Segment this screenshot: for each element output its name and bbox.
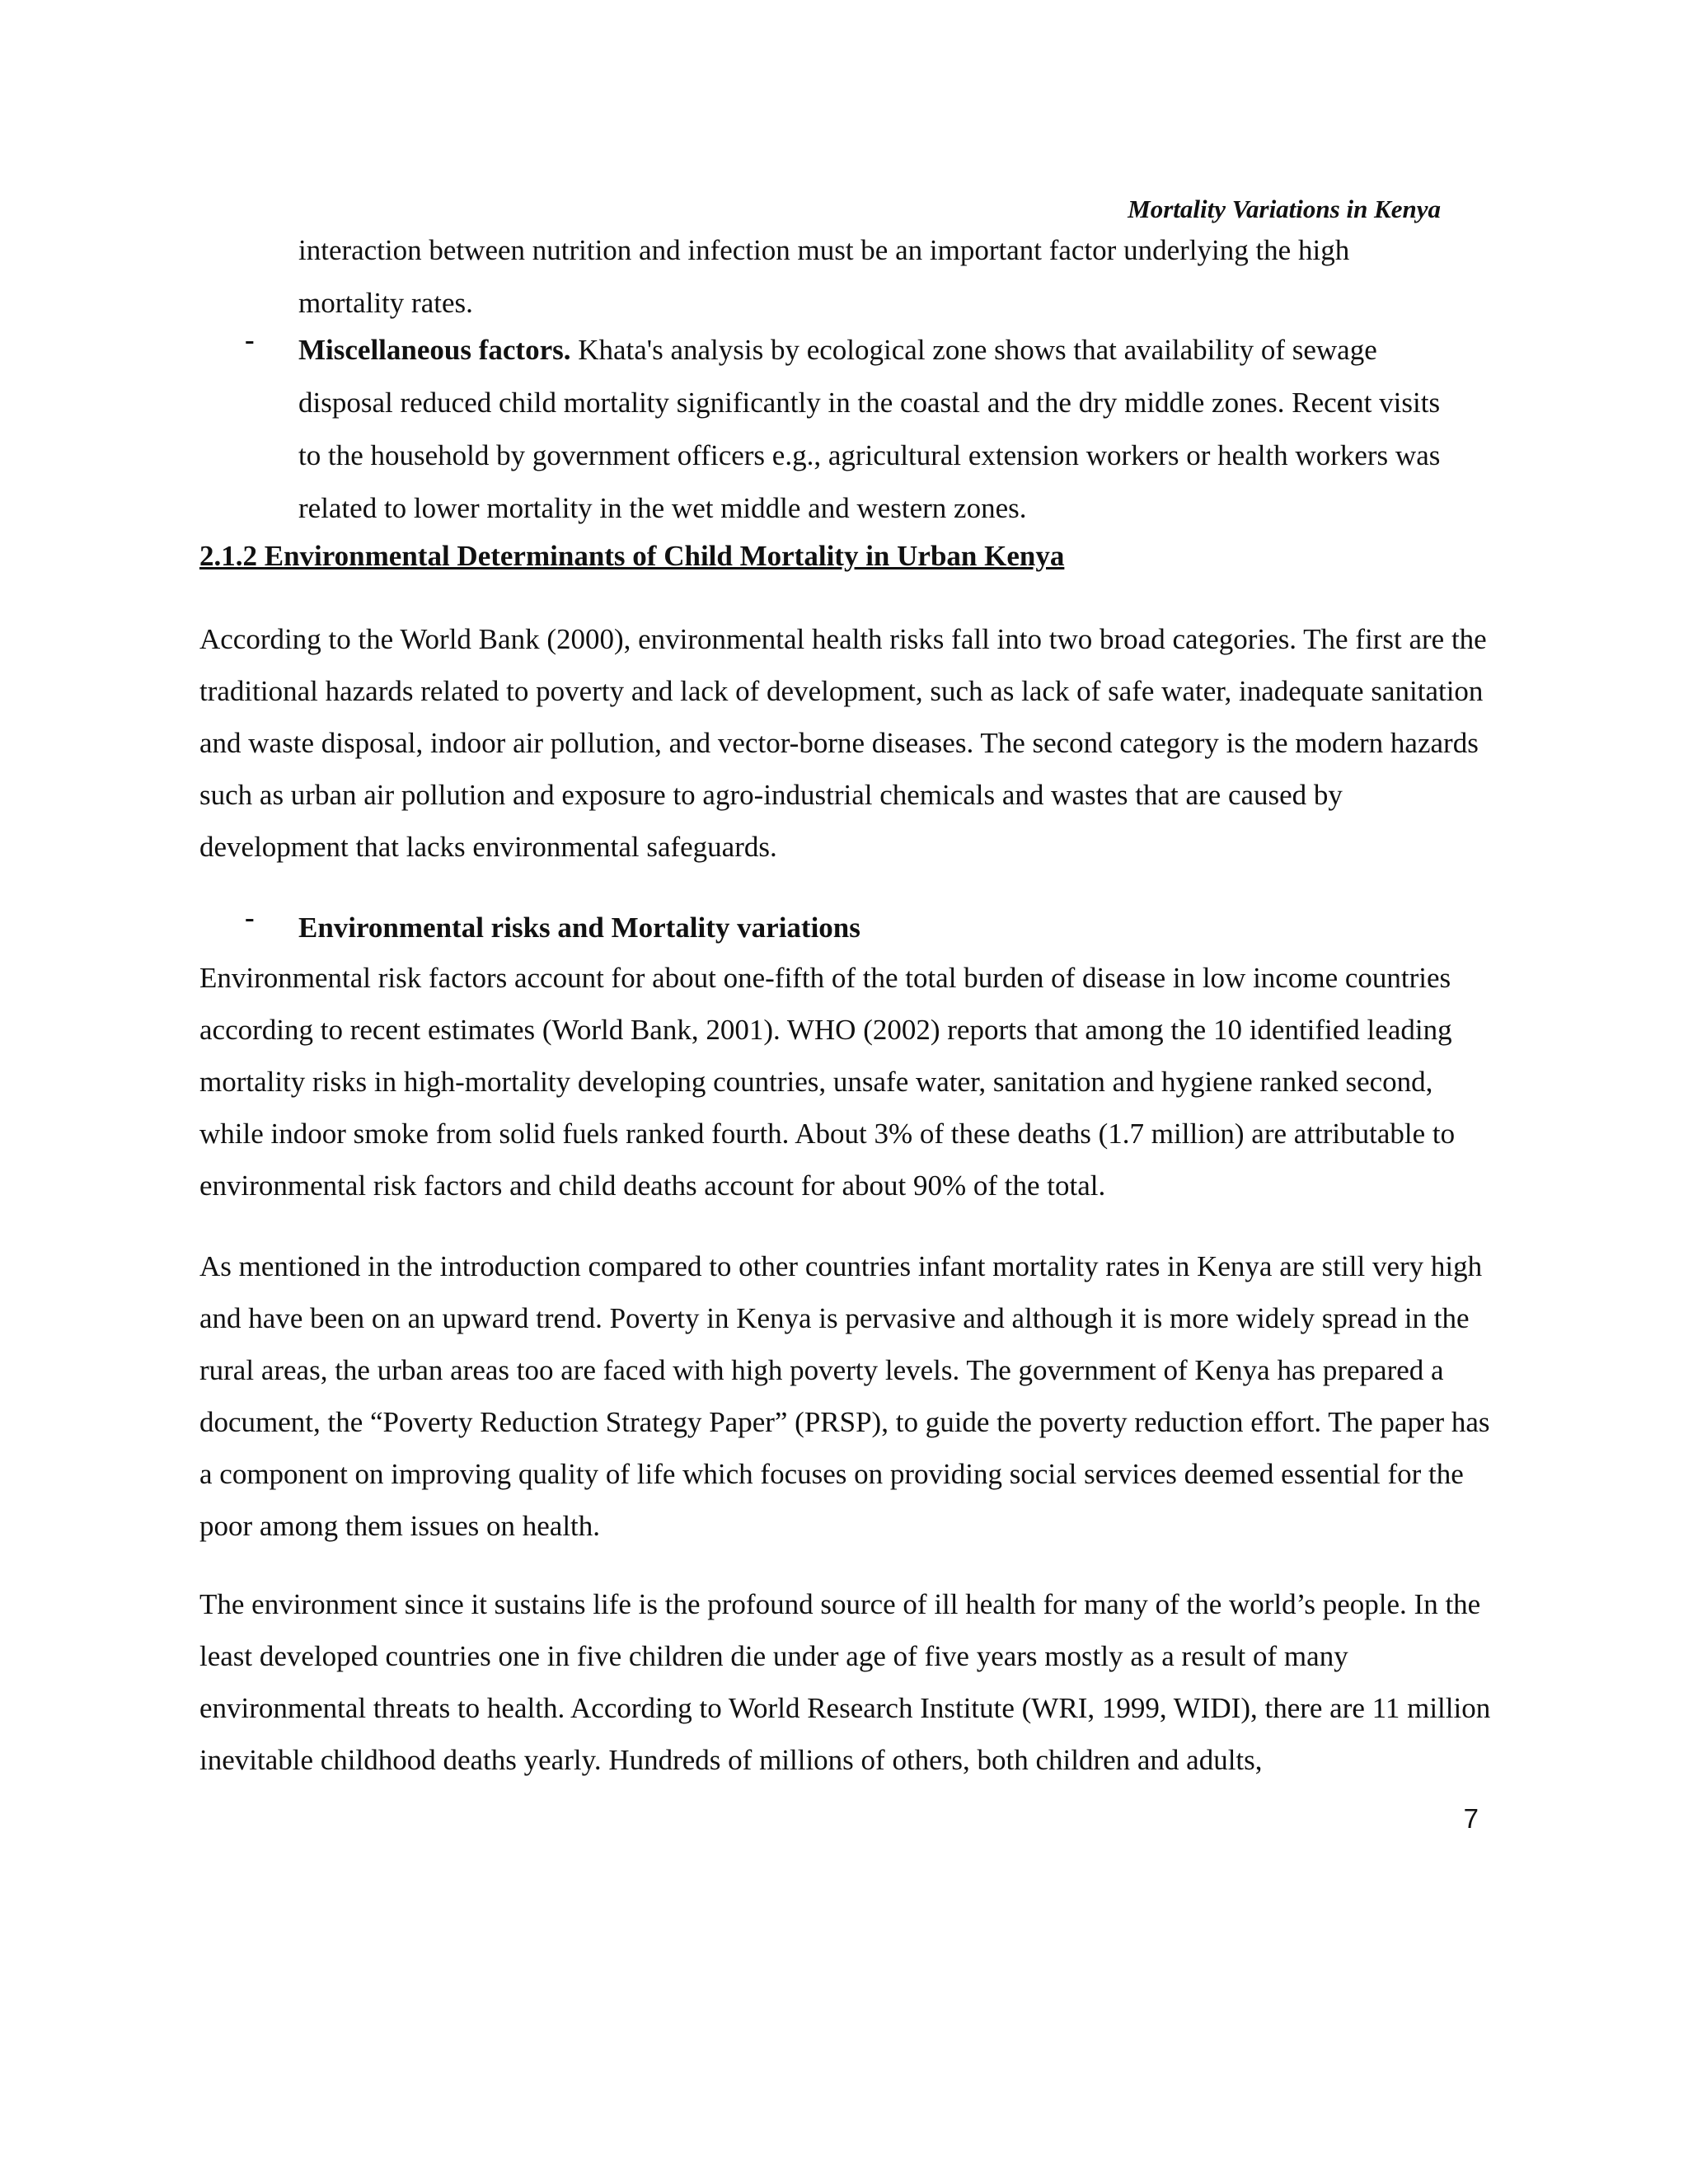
section-heading: 2.1.2 Environmental Determinants of Child Mortality in Urban Kenya <box>199 540 1065 572</box>
bullet-marker: - <box>245 324 255 356</box>
continued-bullet-text: interaction between nutrition and infection must be an important factor underlying the high mortality rates. <box>298 234 1350 319</box>
bullet-body: Khata's analysis by ecological zone shows that availability of sewage disposal reduced child mortality significantly in the coastal and the dry middle zones. Recent visits to the household by government officers e.g., agricultural extension workers or health workers was related to lower mortality in the wet middle and western zones. <box>298 334 1441 524</box>
running-header: Mortality Variations in Kenya <box>1128 194 1441 223</box>
bullet-title: Environmental risks and Mortality variations <box>298 912 860 944</box>
bullet-marker: - <box>245 902 255 934</box>
page-number: 7 <box>1463 1803 1479 1834</box>
paragraph-environment-ill-health: The environment since it sustains life is the profound source of ill health for many of the world’s people. In the least developed countries one in five children die under age of five years mostly as a result of many environmental threats to health. According to World Research Institute (WRI, 1999, WIDI), there are 11 million inevitable childhood deaths yearly. Hundreds of millions of others, both children and adults, <box>199 1588 1491 1776</box>
bullet-text <box>298 324 1469 535</box>
paragraph-environmental-risk-factors: Environmental risk factors account for about one-fifth of the total burden of disease in low income countries according to recent estimates (World Bank, 2001). WHO (2002) reports that among the 10 identified leading mortality risks in high-mortality developing countries, unsafe water, sanitation and hygiene ranked second, while indoor smoke from solid fuels ranked fourth. About 3% of these deaths (1.7 million) are attributable to environmental risk factors and child deaths account for about 90% of the total. <box>199 962 1456 1202</box>
paragraph-world-bank: According to the World Bank (2000), environmental health risks fall into two broad categories. The first are the traditional hazards related to poverty and lack of development, such as lack of safe water, inadequate sanitation and waste disposal, indoor air pollution, and vector-borne diseases. The second category is the modern hazards such as urban air pollution and exposure to agro-industrial chemicals and wastes that are caused by development that lacks environmental safeguards. <box>199 623 1487 863</box>
paragraph-poverty-in-kenya: As mentioned in the introduction compared to other countries infant mortality rates in Kenya are still very high and have been on an upward trend. Poverty in Kenya is pervasive and although it is more widely spread in the rural areas, the urban areas too are faced with high poverty levels. The government of Kenya has prepared a document, the “Poverty Reduction Strategy Paper” (PRSP), to guide the poverty reduction effort. The paper has a component on improving quality of life which focuses on providing social services deemed essential for the poor among them issues on health. <box>199 1250 1490 1542</box>
bullet-title: Miscellaneous factors. <box>298 334 571 366</box>
